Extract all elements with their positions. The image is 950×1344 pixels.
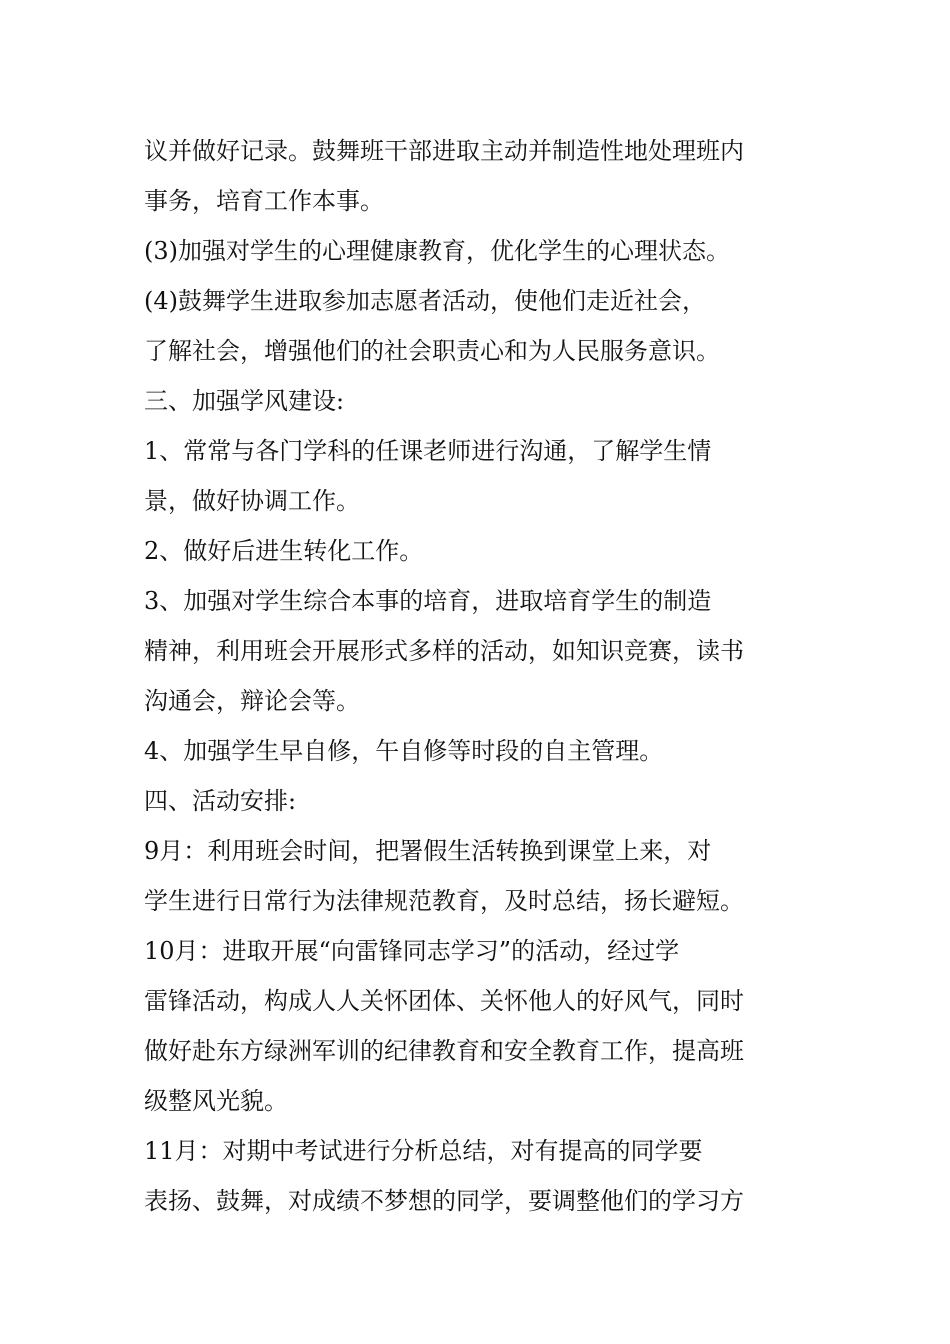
paragraph — [144, 576, 814, 726]
text-line: 2、做好后进生转化工作。 — [144, 537, 424, 565]
text-line: 9月：利用班会时间，把署假生活转换到课堂上来，对 — [144, 837, 712, 865]
paragraph — [144, 276, 814, 376]
paragraph — [144, 526, 814, 576]
text-line: 雷锋活动，构成人人关怀团体、关怀他人的好风气，同时 — [144, 987, 744, 1015]
document-body — [144, 126, 814, 1226]
paragraph — [144, 726, 814, 776]
text-line: 3、加强对学生综合本事的培育，进取培育学生的制造 — [144, 587, 712, 615]
paragraph — [144, 426, 814, 526]
paragraph — [144, 126, 814, 226]
paragraph — [144, 226, 814, 276]
text-line: 11月：对期中考试进行分析总结，对有提高的同学要 — [144, 1137, 703, 1165]
text-line: 10月：进取开展“向雷锋同志学习”的活动，经过学 — [144, 937, 680, 965]
paragraph — [144, 1126, 814, 1226]
text-line: 沟通会，辩论会等。 — [144, 687, 360, 715]
text-line: 1、常常与各门学科的任课老师进行沟通，了解学生情 — [144, 437, 712, 465]
text-line: 4、加强学生早自修，午自修等时段的自主管理。 — [144, 737, 664, 765]
text-line: (4)鼓舞学生进取参加志愿者活动，使他们走近社会， — [144, 287, 706, 315]
text-line: 事务，培育工作本事。 — [144, 187, 384, 215]
text-line: 表扬、鼓舞，对成绩不梦想的同学，要调整他们的学习方 — [144, 1187, 744, 1215]
text-line: (3)加强对学生的心理健康教育，优化学生的心理状态。 — [144, 237, 730, 265]
paragraph — [144, 776, 814, 826]
text-line: 精神，利用班会开展形式多样的活动，如知识竞赛，读书 — [144, 637, 744, 665]
text-line: 了解社会，增强他们的社会职责心和为人民服务意识。 — [144, 337, 720, 365]
paragraph — [144, 926, 814, 1126]
text-line: 四、活动安排: — [144, 787, 297, 815]
text-line: 级整风光貌。 — [144, 1087, 288, 1115]
text-line: 三、加强学风建设: — [144, 387, 345, 415]
paragraph — [144, 826, 814, 926]
text-line: 景，做好协调工作。 — [144, 487, 360, 515]
text-line: 议并做好记录。鼓舞班干部进取主动并制造性地处理班内 — [144, 137, 744, 165]
text-line: 学生进行日常行为法律规范教育，及时总结，扬长避短。 — [144, 887, 744, 915]
paragraph — [144, 376, 814, 426]
text-line: 做好赴东方绿洲军训的纪律教育和安全教育工作，提高班 — [144, 1037, 744, 1065]
